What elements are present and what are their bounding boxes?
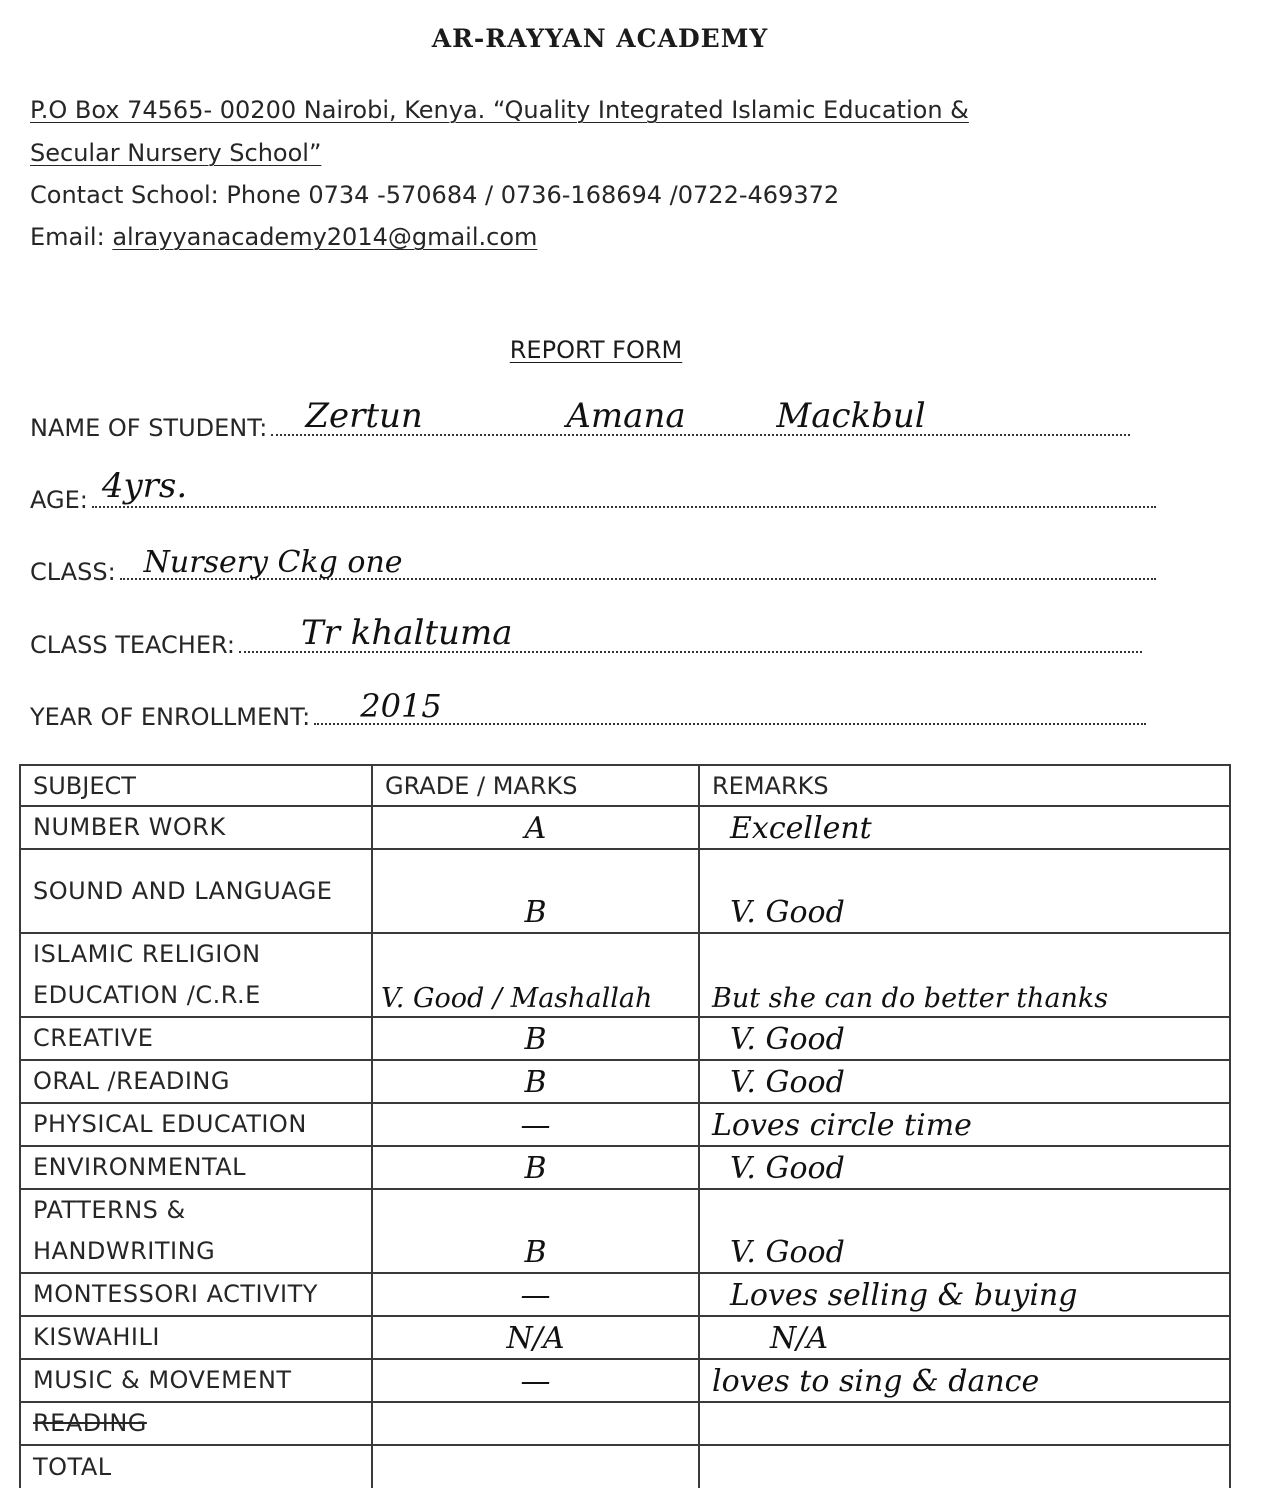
class-line bbox=[120, 538, 1156, 580]
grade-cell bbox=[372, 1445, 699, 1488]
email-link[interactable]: alrayyanacademy2014@gmail.com bbox=[112, 223, 538, 251]
enrollment-year-value: 2015 bbox=[360, 687, 442, 725]
subject-cell: KISWAHILI bbox=[20, 1316, 372, 1359]
class-teacher-value: Tr khaltuma bbox=[301, 613, 513, 653]
enrollment-year-field bbox=[30, 681, 1146, 731]
grade-cell: B bbox=[372, 1189, 699, 1273]
class-teacher-field bbox=[30, 609, 1142, 659]
grades-table bbox=[19, 764, 1231, 1488]
remark-cell bbox=[699, 1445, 1230, 1488]
subject-cell: PATTERNS & HANDWRITING bbox=[20, 1189, 372, 1273]
remark-cell: V. Good bbox=[699, 1060, 1230, 1103]
remark-cell: But she can do better thanks bbox=[699, 933, 1230, 1017]
age-line bbox=[92, 466, 1156, 508]
grade-cell: B bbox=[372, 1060, 699, 1103]
remark-cell: V. Good bbox=[699, 1017, 1230, 1060]
grade-cell: — bbox=[372, 1273, 699, 1316]
subject-cell: ORAL /READING bbox=[20, 1060, 372, 1103]
contact-email bbox=[30, 223, 537, 251]
remark-cell bbox=[699, 1402, 1230, 1445]
table-row bbox=[20, 1189, 1230, 1273]
table-row bbox=[20, 1146, 1230, 1189]
table-header-row bbox=[20, 765, 1230, 806]
table-row bbox=[20, 1017, 1230, 1060]
subject-cell: ENVIRONMENTAL bbox=[20, 1146, 372, 1189]
class-teacher-line bbox=[239, 611, 1142, 653]
class-field bbox=[30, 536, 1156, 586]
school-name: AR-RAYYAN ACADEMY bbox=[431, 24, 769, 53]
remark-cell: N/A bbox=[699, 1316, 1230, 1359]
age-label: AGE: bbox=[30, 486, 88, 514]
subject-cell: ISLAMIC RELIGION EDUCATION /C.R.E bbox=[20, 933, 372, 1017]
grade-cell: B bbox=[372, 1146, 699, 1189]
enrollment-year-line bbox=[314, 683, 1146, 725]
subject-cell: NUMBER WORK bbox=[20, 806, 372, 849]
table-row bbox=[20, 1402, 1230, 1445]
subject-cell: MONTESSORI ACTIVITY bbox=[20, 1273, 372, 1316]
subject-cell: PHYSICAL EDUCATION bbox=[20, 1103, 372, 1146]
remarks-column-header: REMARKS bbox=[699, 765, 1230, 806]
class-value: Nursery Ckg one bbox=[143, 545, 403, 580]
remark-cell: Loves selling & buying bbox=[699, 1273, 1230, 1316]
address-line-2: Secular Nursery School” bbox=[30, 139, 322, 167]
table-row bbox=[20, 1273, 1230, 1316]
address-line-1: P.O Box 74565- 00200 Nairobi, Kenya. “Quality Integrated Islamic Education & bbox=[30, 96, 969, 124]
subject-cell: MUSIC & MOVEMENT bbox=[20, 1359, 372, 1402]
student-first-name: Zertun bbox=[305, 396, 423, 436]
remark-cell: V. Good bbox=[699, 849, 1230, 933]
grade-cell bbox=[372, 1402, 699, 1445]
total-cell: TOTAL bbox=[20, 1445, 372, 1488]
grade-cell: N/A bbox=[372, 1316, 699, 1359]
remark-cell: loves to sing & dance bbox=[699, 1359, 1230, 1402]
remark-cell: V. Good bbox=[699, 1146, 1230, 1189]
table-row bbox=[20, 806, 1230, 849]
student-last-name: Mackbul bbox=[776, 396, 926, 436]
student-name-field bbox=[30, 392, 1130, 442]
table-row bbox=[20, 933, 1230, 1017]
grade-cell: — bbox=[372, 1103, 699, 1146]
form-title: REPORT FORM bbox=[509, 336, 683, 364]
age-field bbox=[30, 464, 1156, 514]
table-row bbox=[20, 1359, 1230, 1402]
table-row bbox=[20, 1445, 1230, 1488]
remark-cell: Excellent bbox=[699, 806, 1230, 849]
table-row bbox=[20, 1316, 1230, 1359]
grade-cell: A bbox=[372, 806, 699, 849]
contact-phone: Contact School: Phone 0734 -570684 / 0736-168694 /0722-469372 bbox=[30, 181, 840, 209]
subject-cell: SOUND AND LANGUAGE bbox=[20, 849, 372, 933]
table-row bbox=[20, 1060, 1230, 1103]
enrollment-year-label: YEAR OF ENROLLMENT: bbox=[30, 703, 311, 731]
subject-cell-struck: READING bbox=[20, 1402, 372, 1445]
student-middle-name: Amana bbox=[566, 396, 686, 436]
grade-column-header: GRADE / MARKS bbox=[372, 765, 699, 806]
remark-cell: Loves circle time bbox=[699, 1103, 1230, 1146]
student-name-line bbox=[271, 394, 1130, 436]
remark-cell: V. Good bbox=[699, 1189, 1230, 1273]
grade-cell: B bbox=[372, 1017, 699, 1060]
subject-cell: CREATIVE bbox=[20, 1017, 372, 1060]
class-teacher-label: CLASS TEACHER: bbox=[30, 631, 236, 659]
age-value: 4yrs. bbox=[101, 466, 188, 506]
student-name-label: NAME OF STUDENT: bbox=[30, 414, 268, 442]
class-label: CLASS: bbox=[30, 558, 116, 586]
email-label: Email: bbox=[30, 223, 113, 251]
grade-cell: V. Good / Mashallah bbox=[372, 933, 699, 1017]
table-row bbox=[20, 849, 1230, 933]
grade-cell: B bbox=[372, 849, 699, 933]
subject-column-header: SUBJECT bbox=[20, 765, 372, 806]
grade-cell: — bbox=[372, 1359, 699, 1402]
table-row bbox=[20, 1103, 1230, 1146]
